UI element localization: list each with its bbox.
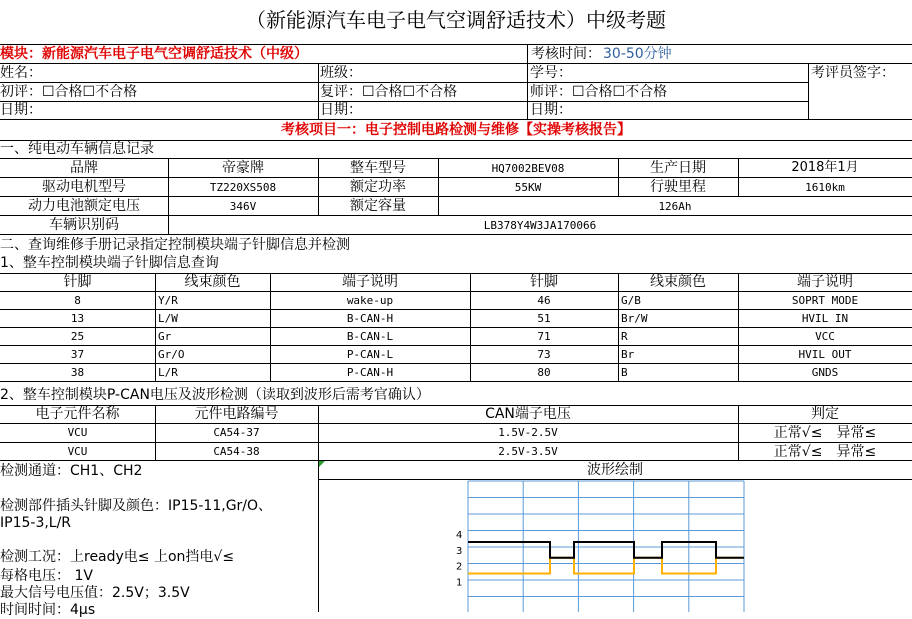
- class-label: 班级：: [320, 65, 362, 81]
- model-value: HQ7002BEV08: [491, 162, 565, 175]
- pin-cell: 71: [537, 330, 551, 343]
- section1-heading: 一、纯电动车辆信息记录: [0, 141, 154, 157]
- pin-cell: GNDS: [811, 366, 839, 379]
- pin-cell: P-CAN-H: [346, 366, 394, 379]
- mileage-label: 行驶里程: [650, 179, 706, 195]
- re-review[interactable]: 复评：☐合格☐不合格: [320, 84, 458, 100]
- battery-voltage-value: 346V: [229, 200, 257, 213]
- can-cell: CA54-38: [213, 445, 260, 458]
- y-tick-label: 1: [456, 577, 463, 589]
- vin-label: 车辆识别码: [49, 217, 119, 233]
- pin-cell: 51: [537, 312, 551, 325]
- rated-capacity-label: 额定容量: [350, 198, 406, 214]
- rated-power-value: 55KW: [514, 181, 542, 194]
- detection-time-base: 时间时间：4μs: [0, 602, 96, 618]
- pin-cell: B: [621, 366, 628, 379]
- pin-header-color-b: 线束颜色: [650, 274, 706, 290]
- rated-power-label: 额定功率: [350, 179, 406, 195]
- detection-parts-line2: IP15-3,L/R: [0, 515, 72, 531]
- pin-cell: B-CAN-H: [346, 312, 394, 325]
- pin-cell: VCC: [815, 330, 835, 343]
- pin-cell: HVIL IN: [801, 312, 849, 325]
- can-judgement-checkbox[interactable]: 正常√≤ 异常≤: [773, 425, 877, 441]
- pin-cell: 80: [537, 366, 551, 379]
- exam-time-label: 考核时间：: [531, 46, 601, 62]
- waveform-chart: [440, 479, 760, 612]
- pin-header-pin-a: 针脚: [63, 274, 92, 290]
- pin-cell: Gr: [158, 330, 172, 343]
- name-label: 姓名：: [0, 65, 42, 81]
- y-tick-label: 4: [456, 530, 463, 542]
- brand-label: 品牌: [70, 160, 98, 176]
- waveform-title: 波形绘制: [587, 462, 643, 478]
- can-l-trace: [468, 558, 744, 574]
- student-no-label: 学号：: [530, 65, 572, 81]
- detection-max-signal: 最大信号电压值：2.5V；3.5V: [0, 585, 190, 601]
- pin-cell: 13: [70, 312, 85, 325]
- y-tick-label: 3: [456, 545, 463, 557]
- can-cell: 2.5V-3.5V: [498, 445, 558, 458]
- module-name: 模块：新能源汽车电子电气空调舒适技术（中级）: [0, 46, 308, 62]
- pin-header-color-a: 线束颜色: [184, 274, 241, 290]
- brand-value: 帝豪牌: [222, 160, 264, 176]
- exam-time-value: 30-50分钟: [603, 46, 672, 62]
- pin-cell: 73: [537, 348, 551, 361]
- teacher-review-date-label: 日期：: [530, 102, 572, 118]
- battery-voltage-label: 动力电池额定电压: [28, 198, 140, 214]
- re-review-date-label: 日期：: [320, 102, 362, 118]
- detection-parts-line1: 检测部件插头针脚及颜色：IP15-11,Gr/O、: [0, 498, 273, 514]
- detection-channel: 检测通道：CH1、CH2: [0, 463, 143, 479]
- can-header-voltage: CAN端子电压: [485, 406, 571, 422]
- can-header-judgement: 判定: [811, 406, 839, 422]
- pin-cell: SOPRT MODE: [791, 294, 859, 307]
- pin-cell: Gr/O: [158, 348, 185, 361]
- pin-cell: L/R: [158, 366, 178, 379]
- rated-capacity-value: 126Ah: [658, 200, 692, 213]
- can-cell: VCU: [67, 426, 88, 439]
- pin-cell: Br/W: [621, 312, 648, 325]
- can-header-component: 电子元件名称: [35, 406, 120, 422]
- pin-cell: G/B: [621, 294, 641, 307]
- pin-cell: R: [621, 330, 628, 343]
- pin-cell: wake-up: [346, 294, 394, 307]
- can-cell: VCU: [67, 445, 88, 458]
- pin-cell: Br: [621, 348, 635, 361]
- production-date-value: 2018年1月: [791, 160, 859, 175]
- pin-cell: 46: [537, 294, 551, 307]
- project-title: 考核项目一：电子控制电路检测与维修【实操考核报告】: [281, 122, 631, 138]
- detection-condition: 检测工况：上ready电≤ 上on挡电√≤: [0, 549, 235, 565]
- waveform-grid: [468, 481, 744, 612]
- pin-cell: 38: [70, 366, 85, 379]
- pin-cell: L/W: [158, 312, 178, 325]
- mileage-value: 1610km: [805, 181, 845, 194]
- exam-title: （新能源汽车电子电气空调舒适技术）中级考题: [246, 8, 666, 32]
- pin-cell: HVIL OUT: [798, 348, 852, 361]
- teacher-review[interactable]: 师评：☐合格☐不合格: [530, 84, 668, 100]
- examiner-sign-label: 考评员签字：: [811, 65, 895, 81]
- pin-cell: B-CAN-L: [346, 330, 394, 343]
- detection-per-div: 每格电压： 1V: [0, 568, 93, 584]
- section2-heading: 二、查询维修手册记录指定控制模块端子针脚信息并检测: [0, 237, 350, 253]
- production-date-label: 生产日期: [650, 160, 706, 176]
- y-tick-label: 2: [456, 561, 463, 573]
- section2-sub2: 2、整车控制模块P-CAN电压及波形检测（读取到波形后需考官确认）: [0, 387, 430, 403]
- can-header-circuit: 元件电路编号: [194, 406, 279, 422]
- pin-header-desc-a: 端子说明: [342, 274, 398, 290]
- section2-sub1: 1、整车控制模块端子针脚信息查询: [0, 255, 219, 271]
- pin-header-desc-b: 端子说明: [797, 274, 853, 290]
- can-cell: CA54-37: [213, 426, 260, 439]
- motor-model-value: TZ220XS508: [209, 181, 277, 194]
- pin-cell: 8: [74, 294, 81, 307]
- vin-value: LB378Y4W3JA170066: [483, 219, 597, 232]
- can-cell: 1.5V-2.5V: [498, 426, 558, 439]
- pin-cell: 37: [70, 348, 85, 361]
- first-review[interactable]: 初评：☐合格☐不合格: [0, 84, 138, 100]
- waveform-y-ticks: [456, 530, 462, 588]
- pin-cell: P-CAN-L: [346, 348, 394, 361]
- first-review-date-label: 日期：: [0, 102, 42, 118]
- can-judgement-checkbox[interactable]: 正常√≤ 异常≤: [773, 444, 877, 460]
- model-label: 整车型号: [350, 160, 406, 176]
- pin-header-pin-b: 针脚: [530, 274, 558, 290]
- pin-cell: Y/R: [158, 294, 178, 307]
- can-h-trace: [468, 542, 744, 558]
- motor-model-label: 驱动电机型号: [42, 179, 126, 195]
- pin-cell: 25: [70, 330, 85, 343]
